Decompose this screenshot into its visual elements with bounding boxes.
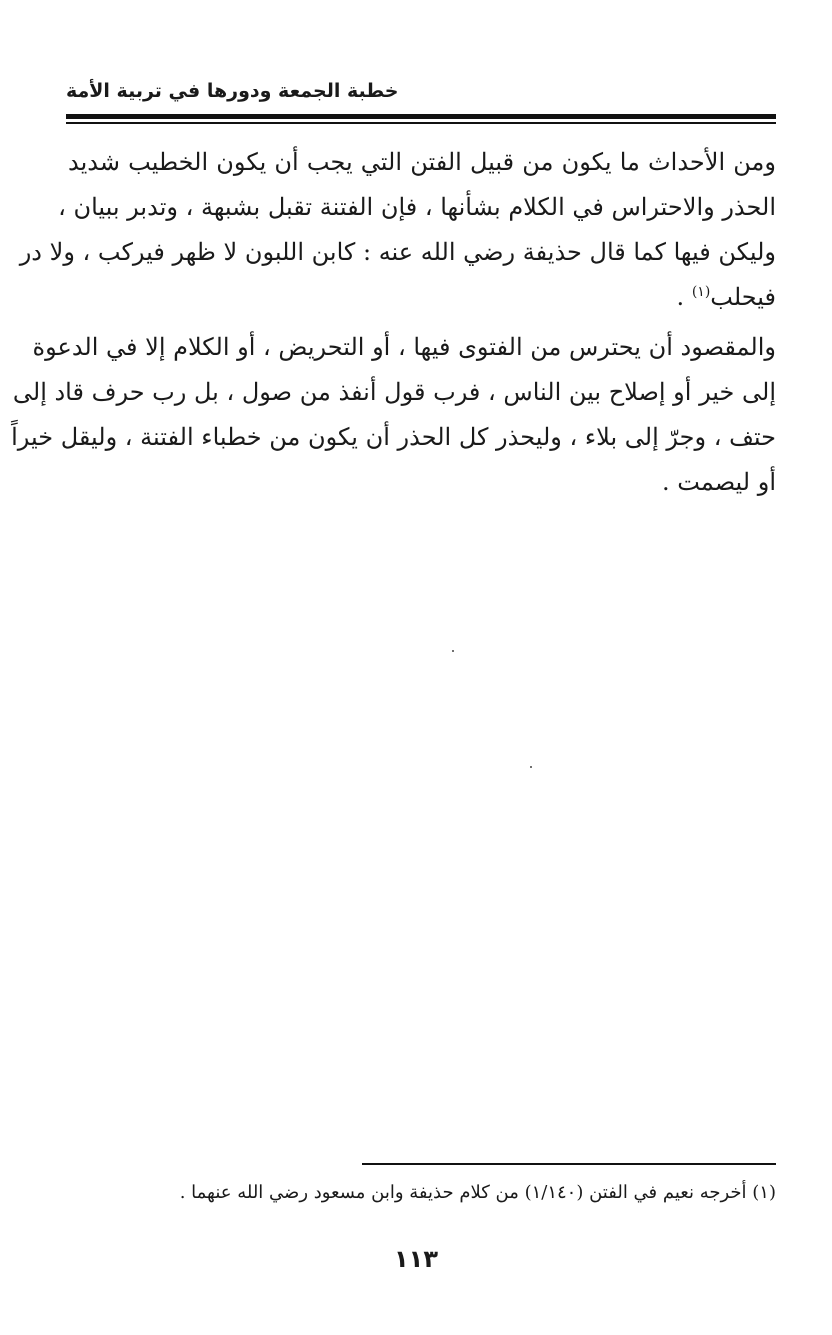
scan-speck [452, 650, 454, 652]
paragraph-1-line-2: الحذر والاحتراس في الكلام بشأنها ، فإن الفتنة تقبل بشبهة ، وتدبر ببيان ، [58, 193, 776, 221]
header-rule-thin [66, 122, 776, 124]
paragraph-1-line-3: وليكن فيها كما قال حذيفة رضي الله عنه : كابن اللبون لا ظهر فيركب ، ولا در [19, 238, 776, 266]
paragraph-1-last-words: فيحلب [710, 283, 776, 311]
running-header-title: خطبة الجمعة ودورها في تربية الأمة [66, 80, 399, 102]
page-number: ١١٣ [394, 1245, 438, 1273]
footnote-reference-marker[interactable]: (١) [691, 284, 711, 300]
scan-speck [530, 766, 532, 768]
paragraph-1-end-punctuation: . [676, 283, 692, 311]
paragraph-1-line-4 [68, 275, 776, 320]
paragraph-2-line-2: إلى خير أو إصلاح بين الناس ، فرب قول أنفذ من صول ، بل رب حرف قاد إلى [12, 378, 776, 406]
footnote-separator-rule [362, 1163, 776, 1165]
main-body-text [11, 140, 776, 505]
paragraph-2-line-3: حتف ، وجرّ إلى بلاء ، وليحذر كل الحذر أن يكون من خطباء الفتنة ، وليقل خيراً [11, 423, 776, 451]
paragraph-2-line-1: والمقصود أن يحترس من الفتوى فيها ، أو التحريض ، أو الكلام إلا في الدعوة [32, 333, 776, 361]
paragraph-1-line-1: ومن الأحداث ما يكون من قبيل الفتن التي يجب أن يكون الخطيب شديد [68, 148, 776, 176]
paragraph-2-line-4: أو ليصمت . [662, 468, 776, 496]
header-rule-thick [66, 114, 776, 119]
footnote-text: (١) أخرجه نعيم في الفتن (١/١٤٠) من كلام حذيفة وابن مسعود رضي الله عنهما . [179, 1182, 776, 1203]
